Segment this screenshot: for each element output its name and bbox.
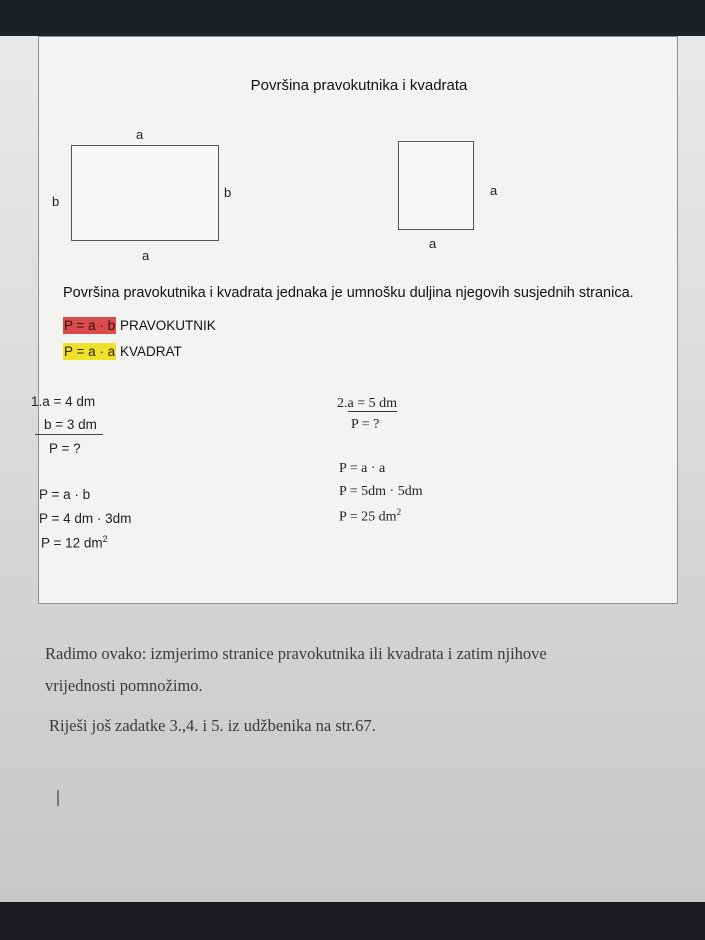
rectangle-right-label: b [224, 185, 232, 200]
square-bottom-label: a [429, 236, 437, 251]
example1-unknown: P = ? [49, 441, 81, 456]
square-formula: P = a · a [64, 344, 116, 359]
example1-separator [35, 434, 103, 435]
square-figure [398, 141, 474, 230]
rectangle-formula: P = a · b [64, 318, 116, 333]
rectangle-left-label: b [52, 194, 60, 209]
instruction-line-2: vrijednosti pomnožimo. [45, 676, 203, 695]
example2-given [337, 396, 397, 412]
example2-given-a: a = 5 dm [347, 396, 397, 411]
document-page [31, 36, 678, 604]
example1-given-a: 1.a = 4 dm [31, 394, 96, 409]
rectangle-figure [71, 145, 219, 241]
example1-step3-exponent: 2 [102, 534, 108, 544]
example1-step1: P = a · b [39, 487, 91, 502]
rectangle-bottom-label: a [142, 248, 150, 263]
document-title: Površina pravokutnika i kvadrata [250, 77, 468, 94]
example2-number: 2. [337, 396, 348, 411]
example1-step3-value: P = 12 dm [41, 535, 103, 551]
example1-step2: P = 4 dm · 3dm [39, 511, 132, 526]
monitor-bezel-top [0, 0, 705, 36]
area-rule-text: Površina pravokutnika i kvadrata jednaka je umnošku duljina njegovih susjednih stranica. [63, 285, 634, 301]
rectangle-formula-name: PRAVOKUTNIK [119, 318, 216, 333]
example2-step3-value: P = 25 dm [339, 509, 397, 525]
example2-unknown: P = ? [351, 417, 380, 432]
square-right-label: a [490, 183, 498, 198]
instruction-line-3: Riješi još zadatke 3.,4. i 5. iz udžbenika na str.67. [49, 716, 376, 735]
example2-step1: P = a · a [339, 461, 386, 476]
example1-step3 [41, 534, 108, 551]
example2-step3-exponent: 2 [396, 507, 402, 517]
rectangle-formula-line [63, 318, 216, 333]
example2-step3 [339, 507, 401, 526]
square-formula-line [63, 344, 182, 359]
instruction-line-1: Radimo ovako: izmjerimo stranice pravokutnika ili kvadrata i zatim njihove [45, 644, 547, 663]
example2-step2: P = 5dm · 5dm [339, 484, 423, 499]
text-cursor [57, 790, 59, 806]
example1-given-b: b = 3 dm [44, 417, 97, 432]
square-formula-name: KVADRAT [119, 344, 182, 359]
monitor-bezel-bottom [0, 902, 705, 940]
rectangle-top-label: a [136, 127, 144, 142]
